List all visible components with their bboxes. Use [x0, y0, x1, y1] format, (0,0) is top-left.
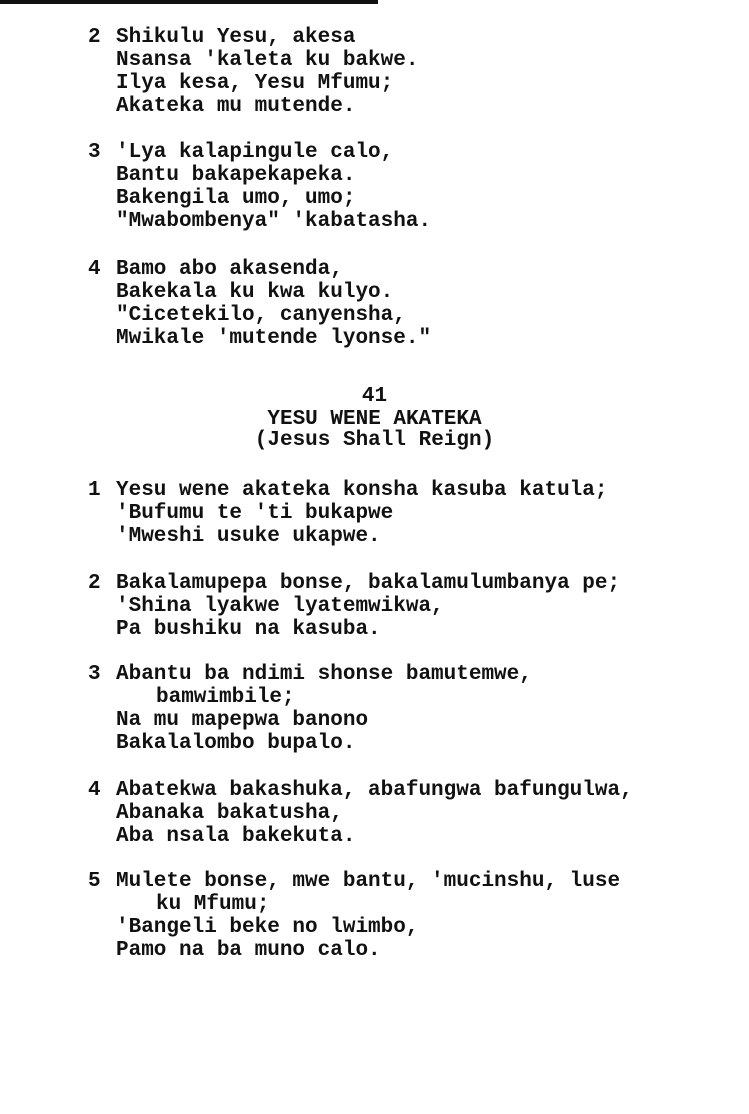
verse-line: Abanaka bakatusha,	[116, 802, 343, 825]
verse-line: 'Bangeli beke no lwimbo,	[116, 916, 419, 939]
hymn-title: YESU WENE AKATEKA	[267, 408, 482, 431]
verse-number: 2	[88, 26, 101, 49]
verse-line: Nsansa 'kaleta ku bakwe.	[116, 49, 419, 72]
verse-line: Bamo abo akasenda,	[116, 258, 343, 281]
verse-line: Bakalalombo bupalo.	[116, 732, 356, 755]
verse-number: 3	[88, 141, 101, 164]
verse-line: 'Shina lyakwe lyatemwikwa,	[116, 595, 444, 618]
verse-line: Abatekwa bakashuka, abafungwa bafungulwa,	[116, 779, 633, 802]
verse-number: 2	[88, 572, 101, 595]
verse-line: 'Bufumu te 'ti bukapwe	[116, 502, 394, 525]
verse-line-continuation: ku Mfumu;	[156, 893, 270, 916]
verse-number: 5	[88, 870, 101, 893]
verse-line: Aba nsala bakekuta.	[116, 825, 356, 848]
verse-line: Mwikale 'mutende lyonse."	[116, 327, 432, 350]
verse-line: Bantu bakapekapeka.	[116, 164, 356, 187]
verse-line: Na mu mapepwa banono	[116, 709, 369, 732]
hymn-subtitle: (Jesus Shall Reign)	[254, 429, 495, 452]
verse-line: 'Mweshi usuke ukapwe.	[116, 525, 381, 548]
verse-line: Ilya kesa, Yesu Mfumu;	[116, 72, 394, 95]
verse-line: 'Lya kalapingule calo,	[116, 141, 394, 164]
verse-line: Bakalamupepa bonse, bakalamulumbanya pe;	[116, 572, 621, 595]
verse-line: Pamo na ba muno calo.	[116, 939, 381, 962]
verse-line: Akateka mu mutende.	[116, 95, 356, 118]
verse-line: Yesu wene akateka konsha kasuba katula;	[116, 479, 608, 502]
verse-line: "Mwabombenya" 'kabatasha.	[116, 210, 432, 233]
verse-number: 1	[88, 479, 101, 502]
verse-line-continuation: bamwimbile;	[156, 686, 295, 709]
verse-number: 4	[88, 258, 101, 281]
verse-line: Pa bushiku na kasuba.	[116, 618, 381, 641]
verse-number: 4	[88, 779, 101, 802]
verse-line: Mulete bonse, mwe bantu, 'mucinshu, luse	[116, 870, 621, 893]
verse-line: Bakengila umo, umo;	[116, 187, 356, 210]
hymn-number: 41	[361, 385, 388, 408]
verse-line: Abantu ba ndimi shonse bamutemwe,	[116, 663, 532, 686]
verse-line: Bakekala ku kwa kulyo.	[116, 281, 394, 304]
verse-line: "Cicetekilo, canyensha,	[116, 304, 406, 327]
verse-line: Shikulu Yesu, akesa	[116, 26, 356, 49]
top-rule	[0, 0, 378, 4]
verse-number: 3	[88, 663, 101, 686]
